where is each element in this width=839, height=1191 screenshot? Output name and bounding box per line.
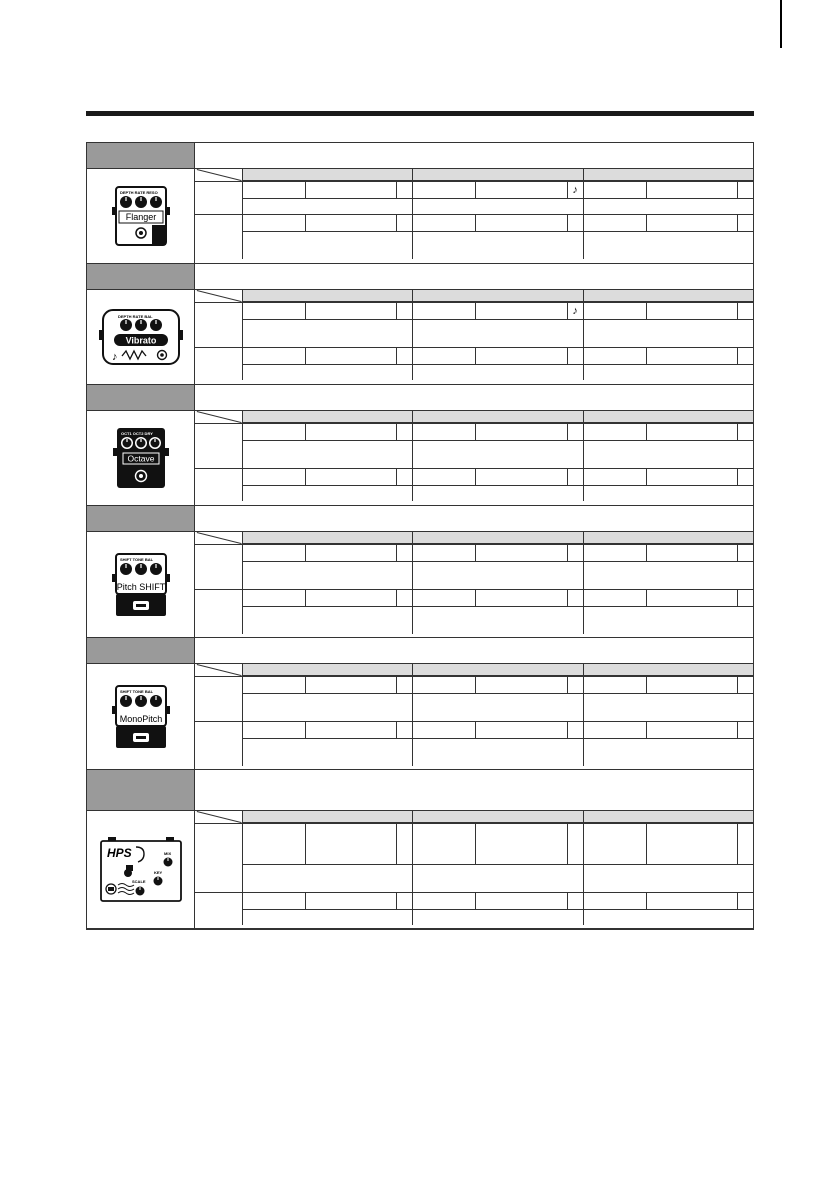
param-header <box>584 411 753 423</box>
svg-text:SCALE: SCALE <box>131 878 146 884</box>
group-label <box>195 590 243 634</box>
effect-name-cell <box>87 770 195 810</box>
flanger-pedal-icon <box>110 185 172 247</box>
svg-text:DEPTH RATE BAL: DEPTH RATE BAL <box>117 314 153 319</box>
effect-name-cell <box>87 638 195 663</box>
group-label <box>195 545 243 589</box>
svg-text:MonoPitch: MonoPitch <box>119 713 162 724</box>
effect-name-cell <box>87 264 195 289</box>
effect-description-cell <box>195 638 753 663</box>
param-header <box>243 532 413 544</box>
param-header <box>413 169 583 181</box>
group-label <box>195 469 243 501</box>
param-header <box>584 811 753 823</box>
group-label <box>195 215 243 259</box>
svg-text:SHIFT TONE BAL: SHIFT TONE BAL <box>119 688 153 694</box>
svg-text:Octave: Octave <box>127 453 154 464</box>
vibrato-pedal-icon <box>98 306 184 368</box>
mono-pitch-pedal-icon <box>110 684 172 750</box>
svg-text:Flanger: Flanger <box>125 212 156 222</box>
group-label <box>195 303 243 347</box>
effect-block-pitch-shift <box>87 506 753 638</box>
pedal-illustration-vibrato <box>87 290 195 384</box>
group-label <box>195 824 243 892</box>
param-header <box>243 411 413 423</box>
svg-text:OCT1 OCT2 DRY: OCT1 OCT2 DRY <box>120 431 153 436</box>
param-header <box>243 811 413 823</box>
effect-name-cell <box>87 506 195 531</box>
pedal-illustration-hps <box>87 811 195 928</box>
effect-name-cell <box>87 143 195 168</box>
param-header <box>413 411 583 423</box>
tempo-sync-note-icon: ♪ <box>572 304 578 317</box>
param-header <box>584 664 753 676</box>
svg-text:Vibrato: Vibrato <box>125 335 156 346</box>
group-label <box>195 348 243 380</box>
pedal-illustration-flanger <box>87 169 195 263</box>
svg-text:♪: ♪ <box>111 351 117 363</box>
group-label <box>195 722 243 766</box>
effect-description-cell <box>195 385 753 410</box>
octave-pedal-icon <box>111 426 171 490</box>
svg-text:DEPTH RATE RESO: DEPTH RATE RESO <box>119 190 158 195</box>
param-header <box>243 290 413 302</box>
svg-text:SHIFT TONE BAL: SHIFT TONE BAL <box>119 556 153 562</box>
param-header <box>584 169 753 181</box>
effects-table <box>86 142 754 930</box>
param-header <box>584 532 753 544</box>
hps-pedal-icon <box>98 835 184 905</box>
effect-description-cell <box>195 506 753 531</box>
group-label <box>195 677 243 721</box>
param-header <box>413 811 583 823</box>
effect-block-mono-pitch <box>87 638 753 770</box>
pedal-illustration-mono-pitch <box>87 664 195 769</box>
effect-description-cell <box>195 770 753 810</box>
pitch-shift-pedal-icon <box>110 552 172 618</box>
group-label <box>195 182 243 214</box>
svg-text:HPS: HPS <box>106 845 132 860</box>
param-header <box>413 290 583 302</box>
pedal-illustration-octave <box>87 411 195 505</box>
param-header <box>243 169 413 181</box>
effect-block-hps <box>87 770 753 928</box>
param-header <box>584 290 753 302</box>
effect-name-cell <box>87 385 195 410</box>
section-rule <box>86 111 754 116</box>
group-label <box>195 893 243 925</box>
group-label <box>195 424 243 468</box>
param-header <box>413 664 583 676</box>
svg-text:Pitch SHIFT: Pitch SHIFT <box>116 581 165 592</box>
effect-block-octave <box>87 385 753 506</box>
effect-block-flanger <box>87 143 753 264</box>
svg-text:MIX: MIX <box>163 850 171 856</box>
param-header <box>243 664 413 676</box>
tempo-sync-note-icon: ♪ <box>572 183 578 196</box>
pedal-illustration-pitch-shift <box>87 532 195 637</box>
effect-description-cell <box>195 143 753 168</box>
crop-mark <box>780 0 782 48</box>
effect-block-vibrato <box>87 264 753 385</box>
param-header <box>413 532 583 544</box>
effect-description-cell <box>195 264 753 289</box>
svg-text:KEY: KEY <box>153 869 162 875</box>
